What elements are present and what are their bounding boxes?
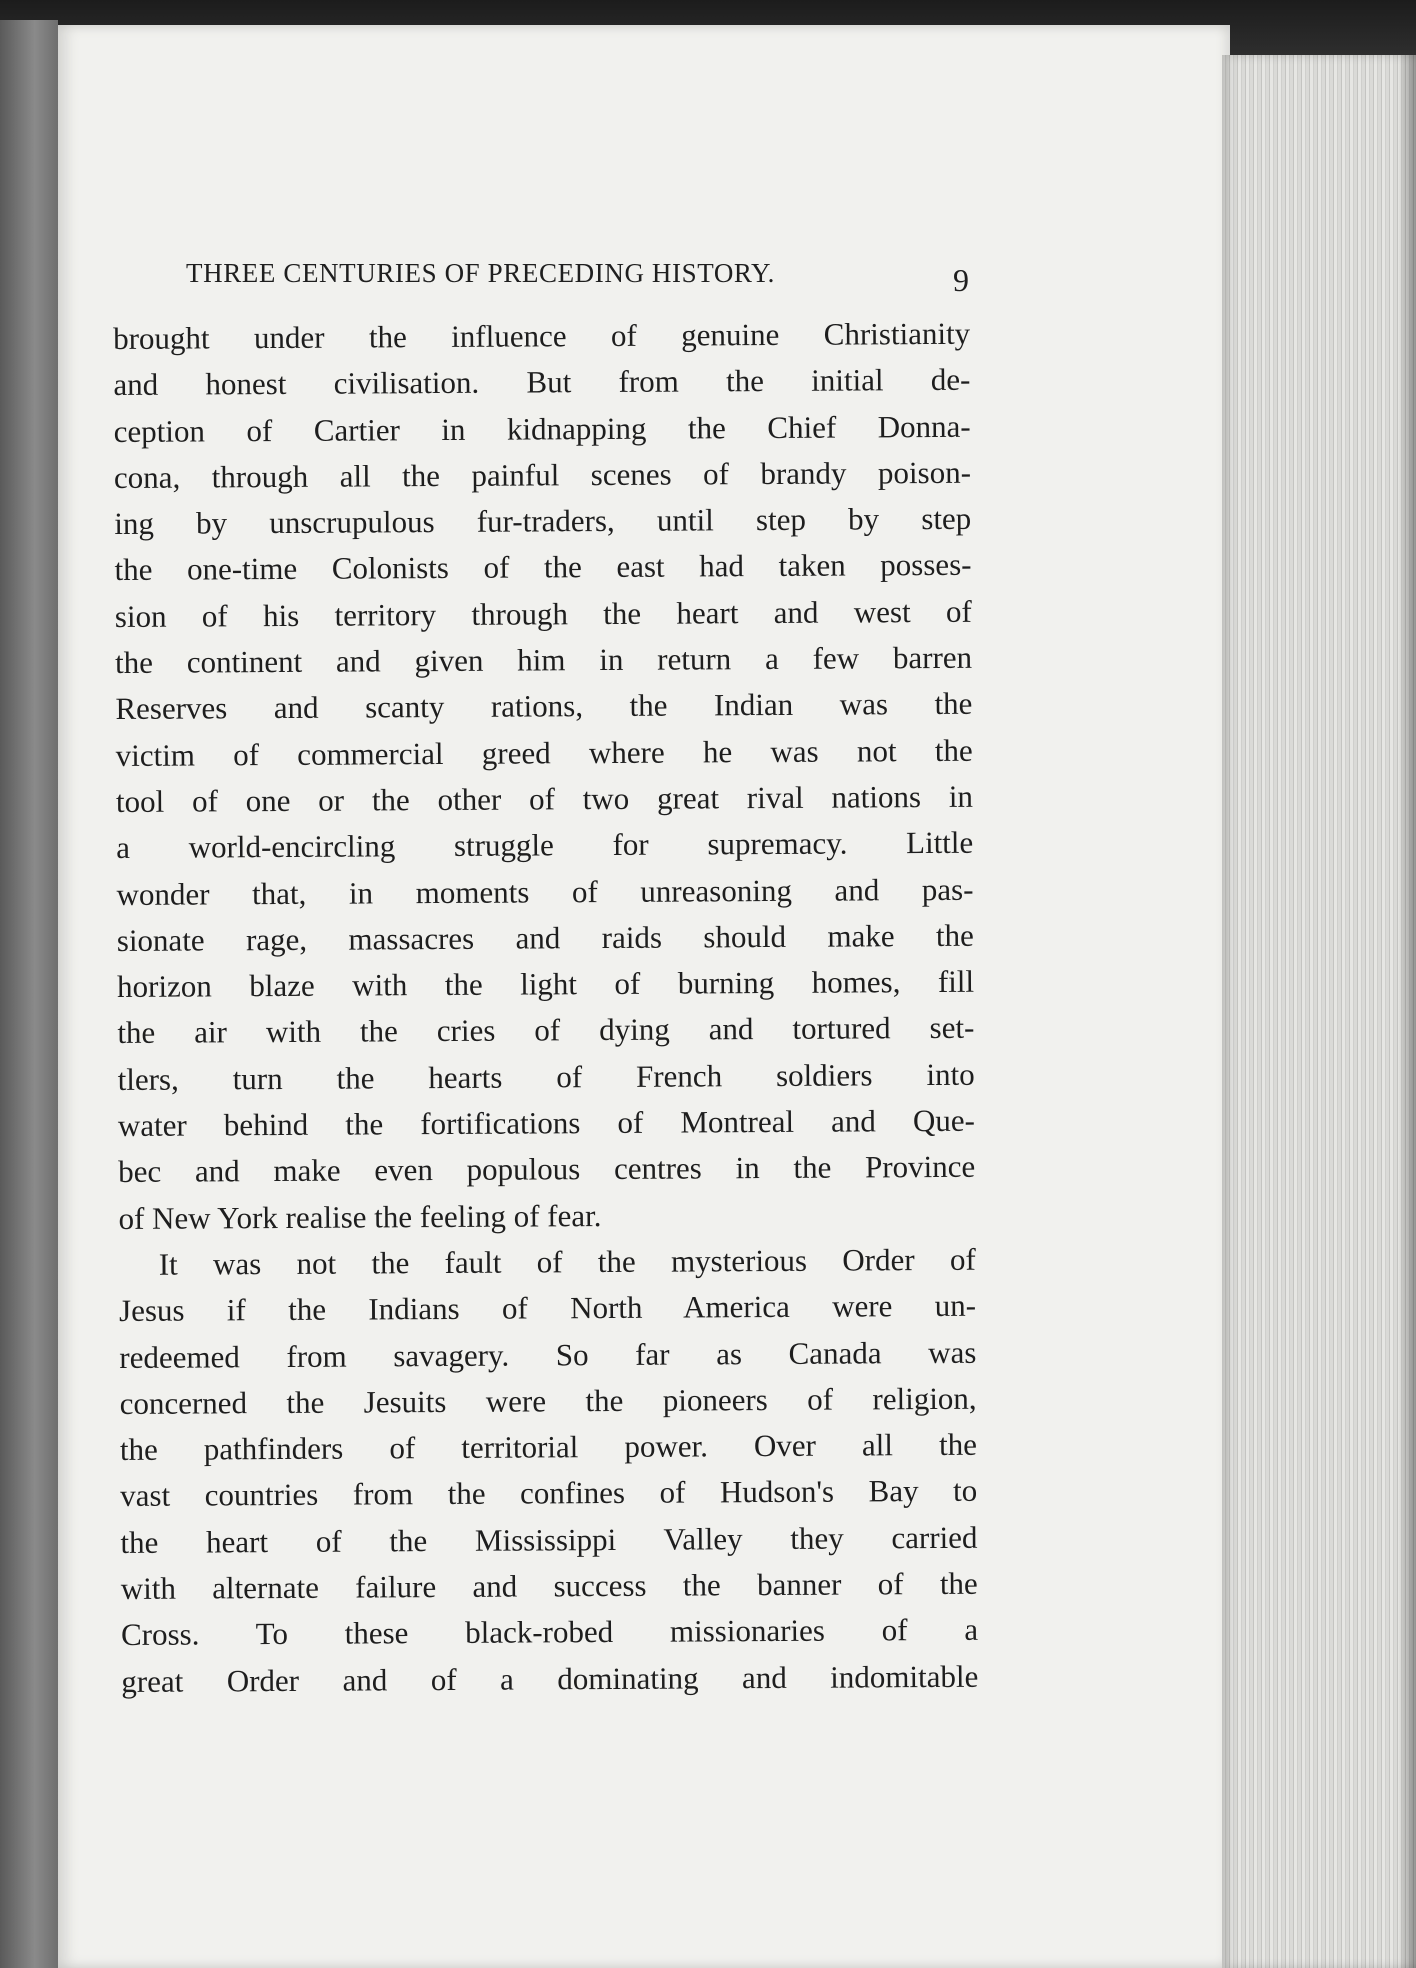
text-line: water behind the fortifications of Montreal and Que- (117, 1102, 976, 1144)
text-line: concerned the Jesuits were the pioneers of religion, (119, 1380, 977, 1421)
book-spine-edge (0, 20, 58, 1968)
text-line: the pathfinders of territorial power. Over all the (119, 1426, 978, 1468)
text-line: Cross. To these black-robed missionaries of a (120, 1612, 979, 1653)
text-line: great Order and of a dominating and indomitable (121, 1658, 979, 1699)
text-line: ception of Cartier in kidnapping the Chief Donna- (113, 408, 971, 449)
page-number: 9 (953, 262, 969, 298)
text-line: the continent and given him in return a few barren (115, 639, 973, 681)
text-line: brought under the influence of genuine Christianity (113, 315, 971, 356)
text-line: Reserves and scanty rations, the Indian was the (115, 686, 973, 727)
page-stack-edges (1222, 55, 1416, 1968)
text-line: wonder that, in moments of unreasoning and pas- (116, 871, 974, 912)
text-line: horizon blaze with the light of burning homes, fill (116, 963, 975, 1005)
text-line: sion of his territory through the heart and west of (114, 593, 972, 634)
running-head: THREE CENTURIES OF PRECEDING HISTORY. (186, 258, 776, 288)
text-line: with alternate failure and success the banner of the (120, 1565, 978, 1606)
text-line: Jesus if the Indians of North America were un- (118, 1287, 977, 1329)
text-line: sionate rage, massacres and raids should make the (116, 917, 974, 958)
text-line: redeemed from savagery. So far as Canada was (119, 1334, 977, 1375)
text-line: victim of commercial greed where he was not the (115, 732, 973, 773)
text-line: and honest civilisation. But from the initial de- (113, 362, 971, 403)
body-text (113, 311, 978, 1705)
text-line: the heart of the Mississippi Valley they carried (120, 1519, 978, 1560)
text-line: a world-encircling struggle for supremacy. Little (116, 825, 974, 866)
text-line: vast countries from the confines of Hudson's Bay to (120, 1473, 978, 1514)
text-line: the air with the cries of dying and tortured set- (117, 1010, 975, 1051)
text-line: the one-time Colonists of the east had taken posses- (114, 547, 972, 588)
paragraph (119, 1237, 979, 1705)
text-line: ing by unscrupulous fur-traders, until step by step (114, 500, 972, 542)
paragraph (113, 311, 976, 1242)
text-line: bec and make even populous centres in the Province (118, 1149, 976, 1190)
text-line: tool of one or the other of two great rival nations in (115, 778, 974, 819)
text-line: cona, through all the painful scenes of brandy poison- (113, 454, 972, 495)
text-line: tlers, turn the hearts of French soldiers into (117, 1056, 975, 1097)
text-line: of New York realise the feeling of fear. (118, 1197, 602, 1236)
text-line: It was not the fault of the mysterious Order of (158, 1241, 976, 1282)
